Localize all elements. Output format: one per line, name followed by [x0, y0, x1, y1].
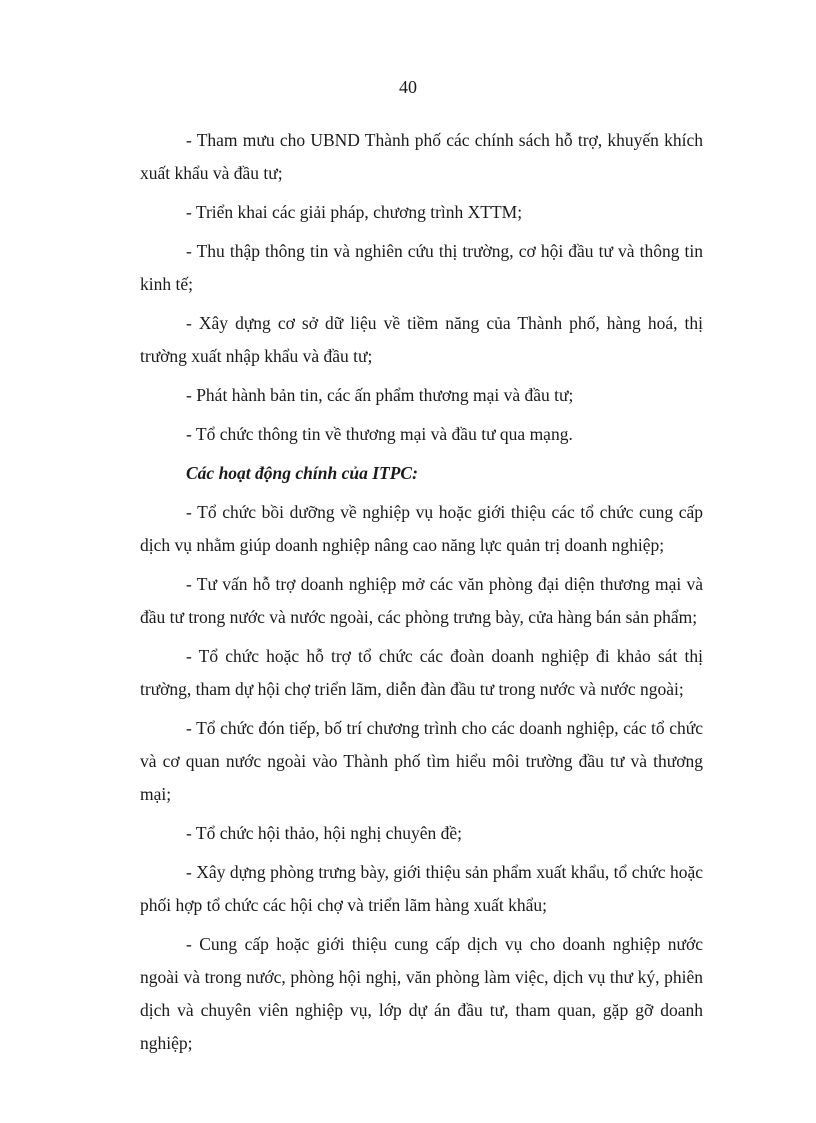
- paragraph-trade-promotion: - Triển khai các giải pháp, chương trình XTTM;: [186, 202, 523, 222]
- paragraph-market-research: - Thu thập thông tin và nghiên cứu thị trường, cơ hội đầu tư và thông tin kinh tế;: [140, 241, 703, 294]
- paragraph-training: - Tổ chức bồi dưỡng về nghiệp vụ hoặc giới thiệu các tổ chức cung cấp dịch vụ nhằm giúp doanh nghiệp nâng cao năng lực quản trị doanh nghiệp;: [140, 502, 703, 555]
- paragraph-foreign-reception: - Tổ chức đón tiếp, bố trí chương trình cho các doanh nghiệp, các tổ chức và cơ quan nước ngoài vào Thành phố tìm hiểu môi trường đầu tư và thương mại;: [140, 718, 703, 804]
- paragraph-consulting-offices: - Tư vấn hỗ trợ doanh nghiệp mở các văn phòng đại diện thương mại và đầu tư trong nước và nước ngoài, các phòng trưng bày, cửa hàng bán sản phẩm;: [140, 574, 703, 627]
- paragraph-online-info: - Tổ chức thông tin về thương mại và đầu tư qua mạng.: [186, 424, 573, 444]
- paragraph-business-delegations: - Tổ chức hoặc hỗ trợ tổ chức các đoàn doanh nghiệp đi khảo sát thị trường, tham dự hội chợ triển lãm, diễn đàn đầu tư trong nước và nước ngoài;: [140, 646, 703, 699]
- page-number: 40: [399, 77, 417, 97]
- paragraph-seminars: - Tổ chức hội thảo, hội nghị chuyên đề;: [186, 823, 462, 843]
- section-heading: Các hoạt động chính của ITPC:: [186, 463, 418, 483]
- paragraph-showroom-fairs: - Xây dựng phòng trưng bày, giới thiệu sản phẩm xuất khẩu, tổ chức hoặc phối hợp tổ chức các hội chợ và triển lãm hàng xuất khẩu;: [140, 862, 703, 915]
- paragraph-advise-policy: - Tham mưu cho UBND Thành phố các chính sách hỗ trợ, khuyến khích xuất khẩu và đầu tư;: [140, 130, 703, 183]
- paragraph-services: - Cung cấp hoặc giới thiệu cung cấp dịch vụ cho doanh nghiệp nước ngoài và trong nước, phòng hội nghị, văn phòng làm việc, dịch vụ thư ký, phiên dịch và chuyên viên nghiệp vụ, lớp dự án đầu tư, tham quan, gặp gỡ doanh nghiệp;: [140, 934, 703, 1053]
- paragraph-publications: - Phát hành bản tin, các ấn phẩm thương mại và đầu tư;: [186, 385, 574, 405]
- page-body: [140, 124, 703, 1066]
- paragraph-database: - Xây dựng cơ sở dữ liệu về tiềm năng của Thành phố, hàng hoá, thị trường xuất nhập khẩu và đầu tư;: [140, 313, 703, 366]
